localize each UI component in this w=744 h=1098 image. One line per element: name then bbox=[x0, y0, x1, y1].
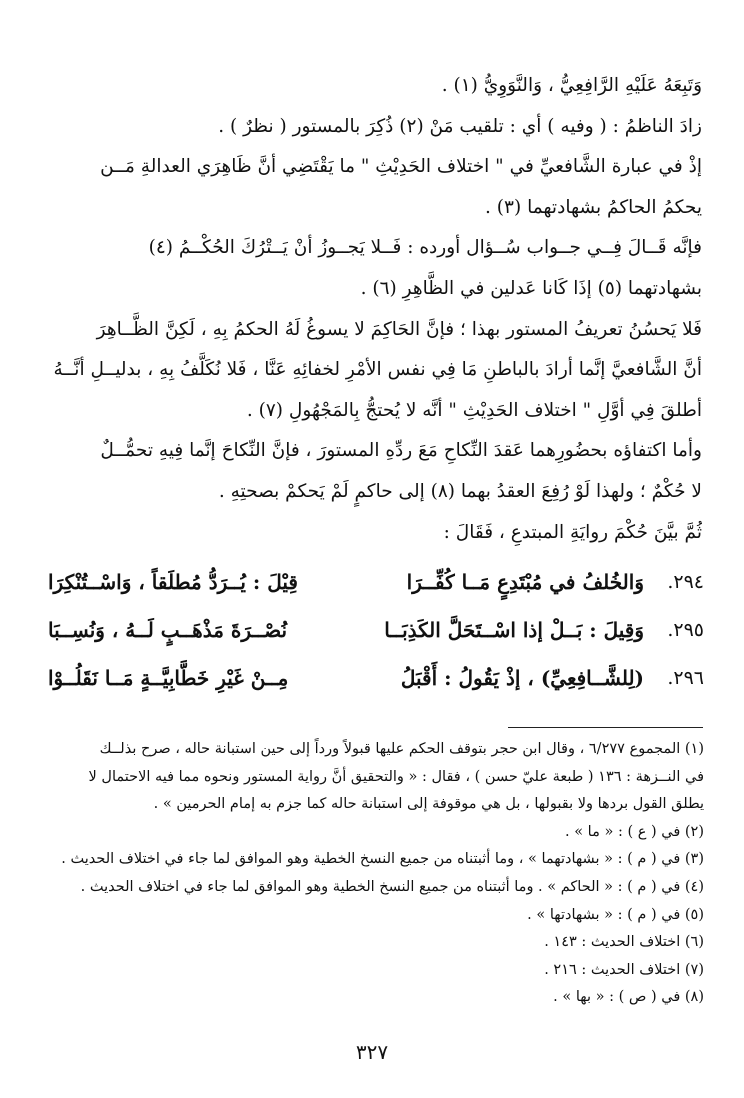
footnote-line: (٧) اختلاف الحديث : ٢١٦ . bbox=[544, 961, 704, 978]
footnote-line: في النــزهة : ١٣٦ ( طبعة عليّ حسن ) ، فقال : « والتحقيق أنَّ رواية المستور ونحوه مما فيه الاحتمال لا bbox=[88, 768, 704, 785]
footnote-line: يطلق القول بردها ولا بقبولها ، بل هي موقوفة إلى استبانة حاله كما جزم به إمام الحرمين » . bbox=[153, 796, 704, 813]
main-text bbox=[52, 66, 702, 553]
verse-number: ٢٩٦. bbox=[667, 667, 704, 689]
text-line: إذْ في عبارة الشَّافعيِّ في " اختلاف الحَدِيْثِ " ما يَقْتَضِي أنَّ ظَاهِرَي العدالةِ مَــن bbox=[100, 156, 702, 178]
footnote-line: (١) المجموع ٦/٢٧٧ ، وقال ابن حجر بتوقف الحكم عليها قبولاً ورداً إلى حين استبانة حاله ، صرح بذلــك bbox=[99, 741, 704, 757]
text-line: بشهادتهما (٥) إذَا كَانا عَدلين في الظَّاهِرِ (٦) . bbox=[360, 277, 702, 299]
text-line: يحكمُ الحاكمُ بشهادتهما (٣) . bbox=[485, 196, 702, 218]
verse-second-hemistich: قِيْلَ : يُــرَدُّ مُطلَقاً ، وَاسْــتُنْكِرَا bbox=[48, 570, 298, 594]
verse-block bbox=[48, 558, 704, 702]
text-line: زادَ الناظمُ : ( وفيه ) أي : تلقيب مَنْ (٢) ذُكِرَ بالمستور ( نظرٌ ) . bbox=[218, 115, 702, 137]
text-line: وَتَبِعَهُ عَلَيْهِ الرَّافِعِيُّ ، وَالنَّوَوِيُّ (١) . bbox=[441, 75, 702, 96]
text-line: فإنَّه قَــالَ فِــي جــواب سُــؤال أورده : فَــلا يَجــوزُ أنْ يَــتْرُكَ الحُكْــمُ (٤) bbox=[148, 237, 702, 259]
verse-second-hemistich: مِــنْ غَيْرِ خَطَّابِيَّــةٍ مَــا نَقَلُــوْا bbox=[48, 666, 289, 690]
text-line: وأما اكتفاؤه بحضُورِهما عَقدَ النِّكاحِ مَعَ ردِّهِ المستورَ ، فإنَّ النِّكاحَ إنَّما فِيهِ تحمُّــلٌ bbox=[100, 440, 702, 462]
text-line: أنَّ الشَّافعيَّ إنَّما أرادَ بالباطنِ مَا فِي نفس الأمْرِ لخفائِهِ عَنَّا ، فَلا نُكَلَّفُ بِهِ ، بدليــلِ أنَّــهُ bbox=[53, 359, 702, 381]
footnote-line: (٨) في ( ص ) : « بها » . bbox=[553, 989, 704, 1006]
verse-row bbox=[48, 606, 704, 654]
verse-row bbox=[48, 654, 704, 702]
page-number: ٣٢٧ bbox=[355, 1040, 389, 1064]
verse-first-hemistich: وَقِيلَ : بَــلْ إذا اسْــتَحَلَّ الكَذِبَــا bbox=[384, 618, 644, 642]
verse-number: ٢٩٥. bbox=[667, 619, 704, 641]
footnote-line: (٤) في ( م ) : « الحاكم » . وما أثبتناه من جميع النسخ الخطية وهو الموافق لما جاء في اختلاف الحديث . bbox=[80, 878, 704, 895]
verse-first-hemistich: وَالخُلفُ في مُبْتَدِعٍ مَــا كُفِّــرَا bbox=[406, 570, 644, 594]
verse-first-hemistich: (لِلشَّــافِعِيِّ) ، إذْ يَقُولُ : أَقْبَلُ bbox=[400, 666, 644, 690]
verse-row bbox=[48, 558, 704, 606]
footnote-line: (٦) اختلاف الحديث : ١٤٣ . bbox=[544, 934, 704, 951]
text-line: لا حُكْمٌ ؛ ولهذا لَوْ رُفِعَ العقدُ بهما (٨) إلى حاكمٍ لَمْ يَحكمْ بصحتِهِ . bbox=[218, 480, 702, 502]
footnote-line: (٣) في ( م ) : « بشهادتهما » ، وما أثبتناه من جميع النسخ الخطية وهو الموافق لما جاء في اختلاف الحديث . bbox=[61, 851, 704, 868]
footnotes bbox=[52, 736, 704, 1012]
footnote-separator bbox=[508, 727, 703, 728]
verse-number: ٢٩٤. bbox=[667, 571, 704, 593]
text-line: فَلا يَحسُنُ تعريفُ المستور بهذا ؛ فإنَّ الحَاكِمَ لا يسوغُ لَهُ الحكمُ بِهِ ، لَكِنَّ الظَّــاهِرَ bbox=[96, 318, 702, 340]
text-line: أطلقَ فِي أوَّلِ " اختلاف الحَدِيْثِ " أنَّه لا يُحتجُّ بِالمَجْهُولِ (٧) . bbox=[246, 399, 702, 421]
footnote-line: (٥) في ( م ) : « بشهادتها » . bbox=[527, 906, 704, 923]
text-line: ثُمَّ بيَّنَ حُكْمَ روايَةِ المبتدعِ ، فَقَالَ : bbox=[443, 521, 702, 543]
verse-second-hemistich: نُصْــرَةَ مَذْهَــبٍ لَــهُ ، وَنُسِــبَا bbox=[48, 618, 288, 642]
footnote-line: (٢) في ( ع ) : « ما » . bbox=[564, 823, 704, 840]
